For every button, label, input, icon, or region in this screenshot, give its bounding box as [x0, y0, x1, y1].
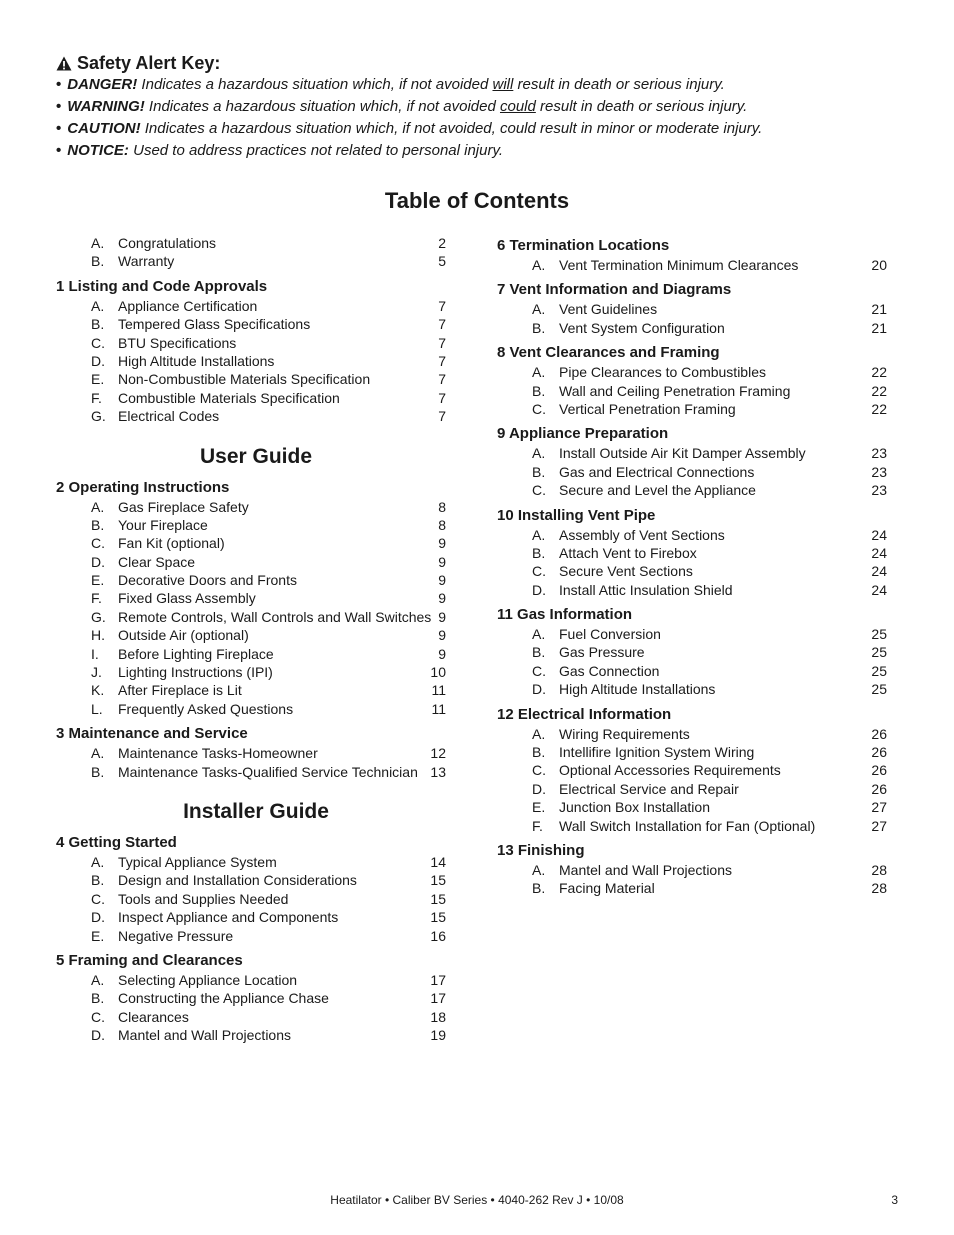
entry-label: Wall and Ceiling Penetration Framing [559, 382, 791, 399]
entry-letter: E. [532, 799, 546, 816]
entry-page-number: 9 [438, 608, 446, 625]
entry-label: Appliance Certification [118, 297, 258, 314]
entry-letter: C. [91, 334, 105, 351]
toc-entry[interactable] [497, 817, 887, 835]
entry-page-number: 22 [871, 364, 887, 381]
toc-entry[interactable] [497, 256, 887, 274]
entry-label: Pipe Clearances to Combustibles [559, 364, 766, 381]
entry-label: BTU Specifications [118, 334, 237, 351]
toc-section-9 [497, 424, 887, 499]
entry-letter: B. [91, 763, 105, 780]
alert-notice: • NOTICE: Used to address practices not related to personal injury. [56, 142, 504, 159]
entry-page-number: 7 [438, 371, 446, 388]
entry-page-number: 15 [430, 909, 446, 926]
entry-label: Fixed Glass Assembly [118, 590, 256, 607]
entry-page-number: 2 [438, 235, 446, 251]
entry-page-number: 9 [438, 572, 446, 589]
entry-label: Gas Connection [559, 662, 660, 679]
entry-label: Facing Material [559, 880, 655, 897]
toc-entry[interactable] [497, 680, 887, 698]
entry-letter: J. [91, 664, 102, 681]
entry-label: Outside Air (optional) [118, 627, 249, 644]
entry-page-number: 13 [430, 763, 446, 780]
entry-page-number: 7 [438, 297, 446, 314]
toc-entry[interactable] [56, 871, 446, 889]
entry-label: Fuel Conversion [559, 626, 661, 643]
entry-letter: I. [91, 645, 99, 662]
toc-entry[interactable] [497, 562, 887, 580]
entry-page-number: 23 [871, 445, 887, 462]
entry-page-number: 27 [871, 799, 887, 816]
entry-page-number: 25 [871, 681, 887, 698]
entry-letter: G. [91, 408, 106, 425]
toc-entry[interactable] [56, 645, 446, 663]
entry-label: High Altitude Installations [559, 681, 716, 698]
toc-entry[interactable] [56, 744, 446, 762]
entry-label: Mantel and Wall Projections [118, 1027, 292, 1044]
entry-label: Combustible Materials Specification [118, 389, 340, 406]
entry-page-number: 18 [430, 1008, 446, 1025]
section-heading: 4 Getting Started [56, 833, 177, 851]
toc-entry[interactable] [497, 581, 887, 599]
section-heading: 1 Listing and Code Approvals [56, 277, 268, 295]
toc-entry[interactable] [56, 763, 446, 781]
entry-label: Junction Box Installation [559, 799, 710, 816]
entry-letter: B. [532, 319, 546, 336]
entry-letter: E. [91, 927, 105, 944]
entry-page-number: 25 [871, 626, 887, 643]
entry-letter: A. [532, 445, 546, 462]
entry-letter: L. [91, 700, 103, 717]
entry-page-number: 10 [430, 664, 446, 681]
entry-letter: K. [91, 682, 105, 699]
entry-letter: B. [532, 744, 546, 761]
entry-label: Mantel and Wall Projections [559, 861, 733, 878]
entry-label: Lighting Instructions (IPI) [118, 664, 273, 681]
toc-entry[interactable] [497, 300, 887, 318]
entry-page-number: 7 [438, 316, 446, 333]
toc-entry[interactable] [56, 681, 446, 699]
toc-entry[interactable] [56, 534, 446, 552]
entry-page-number: 26 [871, 744, 887, 761]
entry-letter: C. [532, 762, 546, 779]
entry-letter: A. [532, 526, 546, 543]
user-guide-heading: User Guide [199, 444, 313, 468]
entry-label: Selecting Appliance Location [118, 971, 298, 988]
toc-intro [56, 234, 446, 271]
entry-page-number: 14 [430, 853, 446, 870]
entry-page-number: 7 [438, 408, 446, 425]
entry-page-number: 20 [871, 257, 887, 273]
toc-entry[interactable] [56, 315, 446, 333]
warning-triangle-icon [56, 56, 72, 71]
toc-entry[interactable] [497, 319, 887, 337]
toc-entry[interactable] [56, 1008, 446, 1026]
entry-page-number: 24 [871, 544, 887, 561]
entry-label: Congratulations [118, 235, 217, 251]
toc-entry[interactable] [56, 608, 446, 626]
toc-entry[interactable] [56, 626, 446, 644]
toc-entry[interactable] [497, 761, 887, 779]
entry-page-number: 22 [871, 400, 887, 417]
toc-entry[interactable] [56, 553, 446, 571]
entry-page-number: 9 [438, 645, 446, 662]
section-heading: 12 Electrical Information [497, 705, 672, 723]
entry-page-number: 15 [430, 872, 446, 889]
entry-letter: D. [532, 681, 546, 698]
toc-section-11 [497, 605, 887, 699]
toc-entry[interactable] [497, 382, 887, 400]
safety-alert-title [56, 52, 916, 74]
entry-page-number: 17 [430, 990, 446, 1007]
entry-page-number: 7 [438, 352, 446, 369]
entry-page-number: 26 [871, 762, 887, 779]
entry-page-number: 7 [438, 389, 446, 406]
toc-entry[interactable] [56, 234, 446, 252]
entry-letter: D. [532, 780, 546, 797]
entry-label: Clearances [118, 1008, 189, 1025]
entry-label: Optional Accessories Requirements [559, 762, 781, 779]
entry-label: Clear Space [118, 553, 196, 570]
safety-alert-title-text: Safety Alert Key: [77, 53, 221, 73]
entry-letter: F. [532, 817, 543, 834]
entry-label: Before Lighting Fireplace [118, 645, 274, 662]
entry-label: Warranty [118, 253, 175, 270]
entry-letter: A. [91, 498, 105, 515]
entry-label: Negative Pressure [118, 927, 234, 944]
entry-page-number: 27 [871, 817, 887, 834]
section-heading: 8 Vent Clearances and Framing [497, 344, 720, 362]
toc-entry[interactable] [56, 498, 446, 516]
entry-letter: H. [91, 627, 105, 644]
toc-entry[interactable] [56, 389, 446, 407]
entry-label: Maintenance Tasks-Qualified Service Technician [118, 763, 418, 780]
entry-letter: B. [91, 990, 105, 1007]
section-heading: 6 Termination Locations [497, 237, 670, 254]
entry-letter: D. [91, 909, 105, 926]
entry-letter: B. [532, 544, 546, 561]
entry-letter: C. [91, 890, 105, 907]
entry-label: Typical Appliance System [118, 853, 277, 870]
entry-letter: B. [91, 516, 105, 533]
toc-section-6 [497, 236, 887, 274]
toc-entry[interactable] [497, 544, 887, 562]
toc-entry[interactable] [497, 463, 887, 481]
toc-entry[interactable] [56, 407, 446, 425]
entry-letter: D. [532, 581, 546, 598]
entry-label: Remote Controls, Wall Controls and Wall Switches [118, 608, 432, 625]
toc-entry[interactable] [56, 1026, 446, 1044]
entry-letter: A. [91, 235, 105, 251]
entry-label: Frequently Asked Questions [118, 700, 294, 717]
toc-section-4 [56, 833, 446, 945]
entry-page-number: 23 [871, 463, 887, 480]
toc-section-12 [497, 705, 887, 835]
section-heading: 7 Vent Information and Diagrams [497, 281, 732, 299]
entry-letter: G. [91, 608, 106, 625]
entry-letter: A. [532, 364, 546, 381]
entry-label: Attach Vent to Firebox [559, 544, 697, 561]
entry-letter: D. [91, 553, 105, 570]
toc-entry[interactable] [497, 643, 887, 661]
entry-page-number: 26 [871, 780, 887, 797]
toc-entry[interactable] [56, 700, 446, 718]
entry-letter: D. [91, 1027, 105, 1044]
entry-page-number: 17 [430, 971, 446, 988]
entry-label: Tempered Glass Specifications [118, 316, 311, 333]
entry-letter: A. [91, 971, 105, 988]
toc-entry[interactable] [56, 989, 446, 1007]
toc-entry[interactable] [497, 400, 887, 418]
entry-page-number: 28 [871, 861, 887, 878]
toc-entry[interactable] [56, 571, 446, 589]
section-heading: 2 Operating Instructions [56, 478, 230, 496]
entry-page-number: 8 [438, 498, 446, 515]
entry-label: Gas and Electrical Connections [559, 463, 755, 480]
section-heading: 10 Installing Vent Pipe [497, 506, 656, 524]
entry-letter: A. [91, 853, 105, 870]
entry-label: Vent Termination Minimum Clearances [559, 257, 799, 273]
entry-label: Gas Fireplace Safety [118, 498, 249, 515]
entry-letter: E. [91, 371, 105, 388]
entry-letter: A. [532, 257, 546, 273]
toc-entry[interactable] [56, 908, 446, 926]
entry-label: Vent System Configuration [559, 319, 725, 336]
entry-letter: B. [91, 872, 105, 889]
entry-page-number: 22 [871, 382, 887, 399]
entry-label: Intellifire Ignition System Wiring [559, 744, 755, 761]
toc-section-2 [56, 478, 446, 719]
entry-label: Secure and Level the Appliance [559, 482, 756, 499]
entry-page-number: 9 [438, 553, 446, 570]
entry-label: Electrical Codes [118, 408, 220, 425]
toc-entry[interactable] [497, 625, 887, 643]
entry-letter: E. [91, 572, 105, 589]
toc-entry[interactable] [497, 743, 887, 761]
toc-section-8 [497, 343, 887, 418]
toc-section-10 [497, 506, 887, 600]
entry-letter: C. [532, 563, 546, 580]
entry-label: Inspect Appliance and Components [118, 909, 339, 926]
alert-danger: • DANGER! Indicates a hazardous situation which, if not avoided will result in death or serious injury. [56, 76, 725, 93]
entry-page-number: 21 [871, 301, 887, 318]
entry-label: Wall Switch Installation for Fan (Optional) [559, 817, 816, 834]
entry-label: Fan Kit (optional) [118, 535, 225, 552]
toc-entry[interactable] [56, 352, 446, 370]
entry-letter: C. [532, 400, 546, 417]
entry-label: Electrical Service and Repair [559, 780, 739, 797]
toc-section-13 [497, 841, 887, 898]
toc-entry[interactable] [56, 890, 446, 908]
entry-page-number: 23 [871, 482, 887, 499]
entry-letter: B. [91, 316, 105, 333]
entry-label: After Fireplace is Lit [118, 682, 242, 699]
entry-page-number: 9 [438, 627, 446, 644]
toc-entry[interactable] [497, 662, 887, 680]
safety-alert-key [56, 52, 916, 162]
entry-page-number: 28 [871, 880, 887, 897]
entry-page-number: 9 [438, 590, 446, 607]
entry-letter: B. [532, 382, 546, 399]
entry-page-number: 11 [431, 700, 446, 717]
entry-label: Assembly of Vent Sections [559, 526, 725, 543]
toc-entry[interactable] [497, 363, 887, 381]
toc-entry[interactable] [497, 725, 887, 743]
entry-label: Non-Combustible Materials Specification [118, 371, 371, 388]
entry-label: Wiring Requirements [559, 725, 690, 742]
entry-page-number: 8 [438, 516, 446, 533]
entry-page-number: 24 [871, 526, 887, 543]
entry-page-number: 24 [871, 563, 887, 580]
toc-right-column [497, 236, 887, 904]
page-number: 3 [891, 1193, 898, 1207]
entry-label: Your Fireplace [118, 516, 208, 533]
entry-page-number: 24 [871, 581, 887, 598]
entry-page-number: 26 [871, 725, 887, 742]
entry-letter: C. [91, 535, 105, 552]
entry-letter: B. [532, 463, 546, 480]
entry-letter: A. [532, 301, 546, 318]
toc-left-column [56, 234, 446, 1051]
entry-letter: A. [91, 745, 105, 762]
entry-label: Gas Pressure [559, 644, 645, 661]
page-footer [0, 1192, 954, 1208]
entry-page-number: 7 [438, 334, 446, 351]
entry-page-number: 19 [430, 1027, 446, 1044]
entry-label: Design and Installation Considerations [118, 872, 357, 889]
entry-page-number: 12 [430, 745, 446, 762]
entry-page-number: 11 [431, 682, 446, 699]
entry-page-number: 21 [871, 319, 887, 336]
entry-letter: A. [532, 725, 546, 742]
entry-letter: B. [91, 253, 105, 270]
toc-entry[interactable] [56, 971, 446, 989]
toc-entry[interactable] [56, 589, 446, 607]
toc-entry[interactable] [497, 526, 887, 544]
entry-letter: A. [532, 626, 546, 643]
entry-label: Vertical Penetration Framing [559, 400, 736, 417]
toc-entry[interactable] [56, 252, 446, 270]
toc-entry[interactable] [56, 853, 446, 871]
entry-label: Decorative Doors and Fronts [118, 572, 297, 589]
entry-label: Maintenance Tasks-Homeowner [118, 745, 318, 762]
entry-letter: B. [532, 644, 546, 661]
section-heading: 9 Appliance Preparation [497, 425, 669, 443]
toc-section-5 [56, 951, 446, 1045]
entry-page-number: 16 [430, 927, 446, 944]
toc-entry[interactable] [56, 927, 446, 945]
section-heading: 13 Finishing [497, 841, 585, 859]
alert-caution: • CAUTION! Indicates a hazardous situation which, if not avoided, could result in minor or moderate injury. [56, 120, 763, 137]
toc-entry[interactable] [497, 879, 887, 897]
alert-warning: • WARNING! Indicates a hazardous situation which, if not avoided could result in death or serious injury. [56, 98, 748, 115]
entry-label: Secure Vent Sections [559, 563, 693, 580]
installer-guide-heading: Installer Guide [183, 799, 329, 823]
entry-page-number: 25 [871, 662, 887, 679]
entry-label: Constructing the Appliance Chase [118, 990, 329, 1007]
toc-entry[interactable] [56, 663, 446, 681]
section-heading: 5 Framing and Clearances [56, 951, 243, 969]
toc-entry[interactable] [497, 481, 887, 499]
entry-label: Vent Guidelines [559, 301, 658, 318]
toc-title: Table of Contents [384, 188, 570, 213]
entry-page-number: 15 [430, 890, 446, 907]
entry-letter: C. [91, 1008, 105, 1025]
toc-entry[interactable] [56, 370, 446, 388]
section-heading: 11 Gas Information [497, 606, 633, 624]
footer-text: Heatilator • Caliber BV Series • 4040-262 Rev J • 10/08 [330, 1193, 624, 1207]
toc-entry[interactable] [56, 516, 446, 534]
toc-section-7 [497, 280, 887, 337]
entry-label: Install Attic Insulation Shield [559, 581, 733, 598]
toc-entry[interactable] [497, 861, 887, 879]
entry-label: Tools and Supplies Needed [118, 890, 289, 907]
toc-entry[interactable] [56, 334, 446, 352]
toc-section-1 [56, 277, 446, 426]
toc-section-3 [56, 724, 446, 781]
entry-letter: A. [91, 297, 105, 314]
entry-letter: F. [91, 389, 102, 406]
entry-label: Install Outside Air Kit Damper Assembly [559, 445, 806, 462]
entry-page-number: 25 [871, 644, 887, 661]
entry-letter: A. [532, 861, 546, 878]
entry-letter: C. [532, 662, 546, 679]
entry-letter: C. [532, 482, 546, 499]
toc-entry[interactable] [497, 444, 887, 462]
section-heading: 3 Maintenance and Service [56, 725, 248, 743]
entry-letter: B. [532, 880, 546, 897]
entry-letter: D. [91, 352, 105, 369]
toc-entry[interactable] [497, 798, 887, 816]
entry-letter: F. [91, 590, 102, 607]
entry-page-number: 9 [438, 535, 446, 552]
entry-label: High Altitude Installations [118, 352, 275, 369]
entry-page-number: 5 [438, 253, 446, 270]
toc-entry[interactable] [497, 780, 887, 798]
toc-entry[interactable] [56, 297, 446, 315]
